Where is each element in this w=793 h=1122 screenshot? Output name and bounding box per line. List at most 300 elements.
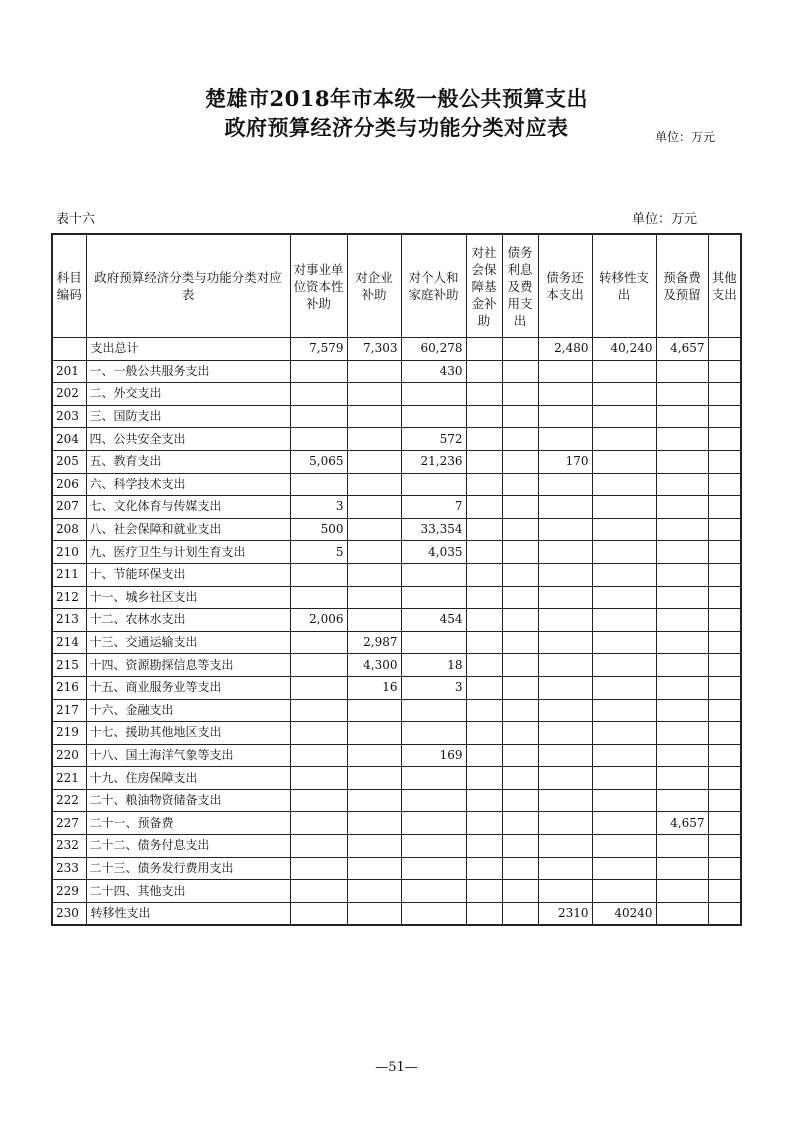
cell-category-name: 十八、国土海洋气象等支出 bbox=[86, 744, 290, 767]
cell-value bbox=[502, 338, 538, 361]
cell-value bbox=[401, 812, 466, 835]
cell-value bbox=[502, 496, 538, 519]
cell-value bbox=[502, 360, 538, 383]
cell-code: 201 bbox=[52, 360, 86, 383]
table-row bbox=[52, 812, 741, 835]
cell-code: 214 bbox=[52, 631, 86, 654]
cell-value bbox=[656, 360, 708, 383]
table-row bbox=[52, 450, 741, 473]
cell-value bbox=[538, 586, 592, 609]
cell-code: 230 bbox=[52, 902, 86, 925]
cell-value bbox=[502, 812, 538, 835]
cell-value bbox=[708, 880, 741, 903]
cell-value: 40240 bbox=[592, 902, 656, 925]
cell-value bbox=[347, 857, 401, 880]
table-row bbox=[52, 609, 741, 632]
cell-value bbox=[290, 586, 347, 609]
cell-value bbox=[538, 473, 592, 496]
cell-value bbox=[290, 767, 347, 790]
cell-code: 217 bbox=[52, 699, 86, 722]
cell-value bbox=[502, 473, 538, 496]
header-enterprise-subsidy: 对企业补助 bbox=[347, 234, 401, 338]
table-row bbox=[52, 699, 741, 722]
header-row bbox=[52, 234, 741, 338]
cell-value: 4,657 bbox=[656, 812, 708, 835]
cell-value bbox=[466, 450, 502, 473]
cell-value bbox=[502, 902, 538, 925]
cell-value bbox=[466, 496, 502, 519]
unit-label-table: 单位：万元 bbox=[632, 212, 698, 227]
cell-value bbox=[656, 767, 708, 790]
table-row bbox=[52, 405, 741, 428]
total-row bbox=[52, 338, 741, 361]
cell-value bbox=[592, 631, 656, 654]
cell-value bbox=[656, 450, 708, 473]
cell-value bbox=[708, 586, 741, 609]
cell-code: 206 bbox=[52, 473, 86, 496]
cell-value bbox=[592, 699, 656, 722]
cell-value bbox=[592, 812, 656, 835]
cell-code: 213 bbox=[52, 609, 86, 632]
document-title-line2: 政府预算经济分类与功能分类对应表 bbox=[224, 115, 569, 140]
table-row bbox=[52, 835, 741, 858]
cell-value bbox=[592, 405, 656, 428]
cell-code: 221 bbox=[52, 767, 86, 790]
cell-value bbox=[502, 767, 538, 790]
cell-value bbox=[466, 518, 502, 541]
cell-value: 500 bbox=[290, 518, 347, 541]
cell-value bbox=[502, 654, 538, 677]
cell-value bbox=[592, 654, 656, 677]
cell-value bbox=[656, 428, 708, 451]
cell-value bbox=[466, 676, 502, 699]
cell-value: 4,035 bbox=[401, 541, 466, 564]
cell-value: 7 bbox=[401, 496, 466, 519]
cell-value bbox=[466, 360, 502, 383]
cell-value bbox=[592, 767, 656, 790]
cell-category-name: 十九、住房保障支出 bbox=[86, 767, 290, 790]
cell-value bbox=[401, 767, 466, 790]
page-number: —51— bbox=[375, 1060, 418, 1075]
cell-value bbox=[401, 586, 466, 609]
header-debt-interest: 债务利息及费用支出 bbox=[502, 234, 538, 338]
cell-value bbox=[656, 857, 708, 880]
cell-value bbox=[538, 541, 592, 564]
cell-value: 2310 bbox=[538, 902, 592, 925]
cell-value bbox=[401, 631, 466, 654]
cell-value bbox=[347, 744, 401, 767]
cell-value bbox=[466, 857, 502, 880]
cell-value bbox=[347, 767, 401, 790]
cell-value bbox=[592, 676, 656, 699]
header-category: 政府预算经济分类与功能分类对应表 bbox=[86, 234, 290, 338]
cell-value bbox=[290, 654, 347, 677]
cell-value bbox=[656, 835, 708, 858]
cell-value bbox=[538, 360, 592, 383]
cell-category-name: 五、教育支出 bbox=[86, 450, 290, 473]
cell-value bbox=[290, 360, 347, 383]
cell-value bbox=[656, 631, 708, 654]
cell-category-name: 二、外交支出 bbox=[86, 383, 290, 406]
cell-category-name: 一、一般公共服务支出 bbox=[86, 360, 290, 383]
cell-value bbox=[538, 835, 592, 858]
cell-value bbox=[538, 880, 592, 903]
cell-value bbox=[592, 880, 656, 903]
cell-value bbox=[502, 857, 538, 880]
cell-value bbox=[502, 631, 538, 654]
cell-value: 2,480 bbox=[538, 338, 592, 361]
cell-value bbox=[347, 699, 401, 722]
cell-category-name: 三、国防支出 bbox=[86, 405, 290, 428]
table-row bbox=[52, 586, 741, 609]
cell-value bbox=[538, 563, 592, 586]
cell-value bbox=[466, 609, 502, 632]
cell-value bbox=[656, 880, 708, 903]
cell-value bbox=[502, 676, 538, 699]
cell-value bbox=[401, 563, 466, 586]
table-row bbox=[52, 496, 741, 519]
cell-value bbox=[708, 676, 741, 699]
cell-value bbox=[466, 789, 502, 812]
cell-value bbox=[656, 586, 708, 609]
cell-value bbox=[656, 744, 708, 767]
cell-value bbox=[290, 744, 347, 767]
cell-value bbox=[656, 473, 708, 496]
cell-value: 3 bbox=[290, 496, 347, 519]
cell-value bbox=[708, 405, 741, 428]
cell-value bbox=[592, 609, 656, 632]
cell-value bbox=[290, 789, 347, 812]
cell-value bbox=[466, 631, 502, 654]
table-row bbox=[52, 631, 741, 654]
cell-category-name: 十一、城乡社区支出 bbox=[86, 586, 290, 609]
cell-value bbox=[401, 473, 466, 496]
table-row bbox=[52, 428, 741, 451]
cell-code: 227 bbox=[52, 812, 86, 835]
header-transfer: 转移性支出 bbox=[592, 234, 656, 338]
cell-value bbox=[466, 902, 502, 925]
table-row bbox=[52, 880, 741, 903]
cell-code: 222 bbox=[52, 789, 86, 812]
cell-value: 2,006 bbox=[290, 609, 347, 632]
cell-value bbox=[538, 631, 592, 654]
cell-category-name: 十七、援助其他地区支出 bbox=[86, 722, 290, 745]
cell-category-name: 十四、资源勘探信息等支出 bbox=[86, 654, 290, 677]
header-social-security-subsidy: 对社会保障基金补助 bbox=[466, 234, 502, 338]
cell-category-name: 八、社会保障和就业支出 bbox=[86, 518, 290, 541]
cell-value bbox=[538, 767, 592, 790]
cell-value bbox=[592, 789, 656, 812]
cell-value: 33,354 bbox=[401, 518, 466, 541]
table-row bbox=[52, 857, 741, 880]
cell-value bbox=[708, 450, 741, 473]
cell-value bbox=[347, 563, 401, 586]
cell-value bbox=[592, 857, 656, 880]
table-body bbox=[52, 338, 741, 926]
cell-value bbox=[466, 405, 502, 428]
cell-value bbox=[466, 428, 502, 451]
cell-value bbox=[401, 857, 466, 880]
cell-value bbox=[347, 609, 401, 632]
cell-value bbox=[290, 405, 347, 428]
cell-value bbox=[502, 450, 538, 473]
cell-value bbox=[347, 902, 401, 925]
cell-value bbox=[290, 880, 347, 903]
cell-value bbox=[466, 563, 502, 586]
cell-value: 7,579 bbox=[290, 338, 347, 361]
cell-code: 203 bbox=[52, 405, 86, 428]
cell-value bbox=[708, 541, 741, 564]
cell-value bbox=[708, 722, 741, 745]
cell-value bbox=[656, 699, 708, 722]
cell-value bbox=[466, 586, 502, 609]
cell-value: 4,657 bbox=[656, 338, 708, 361]
cell-value bbox=[347, 880, 401, 903]
cell-value bbox=[708, 631, 741, 654]
cell-value bbox=[347, 518, 401, 541]
header-household-subsidy: 对个人和家庭补助 bbox=[401, 234, 466, 338]
table-row bbox=[52, 473, 741, 496]
cell-value bbox=[656, 676, 708, 699]
cell-value bbox=[592, 496, 656, 519]
cell-code bbox=[52, 338, 86, 361]
cell-category-name: 十、节能环保支出 bbox=[86, 563, 290, 586]
cell-value bbox=[538, 676, 592, 699]
cell-value bbox=[708, 563, 741, 586]
cell-category-name: 十二、农林水支出 bbox=[86, 609, 290, 632]
cell-value bbox=[538, 383, 592, 406]
cell-value bbox=[401, 880, 466, 903]
cell-value bbox=[502, 586, 538, 609]
cell-value bbox=[347, 473, 401, 496]
cell-value bbox=[538, 744, 592, 767]
table-number-label: 表十六 bbox=[56, 212, 96, 227]
cell-code: 208 bbox=[52, 518, 86, 541]
cell-value: 2,987 bbox=[347, 631, 401, 654]
cell-value: 430 bbox=[401, 360, 466, 383]
cell-code: 212 bbox=[52, 586, 86, 609]
cell-value bbox=[708, 654, 741, 677]
cell-value bbox=[708, 473, 741, 496]
cell-value bbox=[347, 383, 401, 406]
cell-value bbox=[401, 789, 466, 812]
header-debt-principal: 债务还本支出 bbox=[538, 234, 592, 338]
cell-value bbox=[466, 654, 502, 677]
cell-code: 216 bbox=[52, 676, 86, 699]
cell-value bbox=[538, 405, 592, 428]
cell-value bbox=[708, 767, 741, 790]
table-row bbox=[52, 654, 741, 677]
cell-value: 5 bbox=[290, 541, 347, 564]
cell-value bbox=[708, 812, 741, 835]
cell-value bbox=[656, 902, 708, 925]
cell-value bbox=[502, 744, 538, 767]
cell-value bbox=[466, 541, 502, 564]
cell-value bbox=[592, 383, 656, 406]
cell-value: 572 bbox=[401, 428, 466, 451]
cell-value bbox=[538, 496, 592, 519]
cell-code: 219 bbox=[52, 722, 86, 745]
cell-value bbox=[347, 586, 401, 609]
cell-category-name: 二十三、债务发行费用支出 bbox=[86, 857, 290, 880]
table-row bbox=[52, 383, 741, 406]
cell-value bbox=[592, 835, 656, 858]
cell-category-name: 二十四、其他支出 bbox=[86, 880, 290, 903]
cell-value: 454 bbox=[401, 609, 466, 632]
cell-value bbox=[347, 450, 401, 473]
cell-category-name: 支出总计 bbox=[86, 338, 290, 361]
cell-value: 4,300 bbox=[347, 654, 401, 677]
cell-category-name: 四、公共安全支出 bbox=[86, 428, 290, 451]
cell-value bbox=[502, 699, 538, 722]
cell-value bbox=[708, 857, 741, 880]
cell-value bbox=[347, 812, 401, 835]
cell-category-name: 二十一、预备费 bbox=[86, 812, 290, 835]
cell-value bbox=[708, 428, 741, 451]
cell-value bbox=[708, 902, 741, 925]
cell-value bbox=[502, 518, 538, 541]
cell-value bbox=[290, 631, 347, 654]
cell-category-name: 二十、粮油物资储备支出 bbox=[86, 789, 290, 812]
cell-value bbox=[592, 541, 656, 564]
cell-value bbox=[502, 609, 538, 632]
cell-code: 202 bbox=[52, 383, 86, 406]
cell-value bbox=[466, 767, 502, 790]
cell-value bbox=[592, 450, 656, 473]
cell-code: 232 bbox=[52, 835, 86, 858]
cell-category-name: 十五、商业服务业等支出 bbox=[86, 676, 290, 699]
cell-value bbox=[290, 812, 347, 835]
cell-code: 220 bbox=[52, 744, 86, 767]
cell-value bbox=[466, 812, 502, 835]
cell-value: 7,303 bbox=[347, 338, 401, 361]
cell-value bbox=[656, 518, 708, 541]
table-row bbox=[52, 789, 741, 812]
cell-value bbox=[708, 609, 741, 632]
cell-value bbox=[592, 586, 656, 609]
cell-value bbox=[401, 699, 466, 722]
cell-value bbox=[290, 699, 347, 722]
cell-value bbox=[538, 812, 592, 835]
cell-value bbox=[538, 609, 592, 632]
cell-value bbox=[466, 338, 502, 361]
cell-value bbox=[290, 902, 347, 925]
cell-value: 60,278 bbox=[401, 338, 466, 361]
header-code: 科目编码 bbox=[52, 234, 86, 338]
cell-category-name: 十三、交通运输支出 bbox=[86, 631, 290, 654]
cell-code: 233 bbox=[52, 857, 86, 880]
table-row bbox=[52, 902, 741, 925]
cell-code: 204 bbox=[52, 428, 86, 451]
table-row bbox=[52, 676, 741, 699]
cell-value bbox=[502, 383, 538, 406]
table-row bbox=[52, 722, 741, 745]
table-row bbox=[52, 360, 741, 383]
cell-value bbox=[401, 383, 466, 406]
unit-label-top: 单位：万元 bbox=[655, 130, 716, 144]
cell-value bbox=[656, 563, 708, 586]
cell-value bbox=[290, 857, 347, 880]
cell-value bbox=[347, 541, 401, 564]
cell-value bbox=[538, 654, 592, 677]
cell-value bbox=[538, 428, 592, 451]
cell-value bbox=[502, 880, 538, 903]
cell-code: 205 bbox=[52, 450, 86, 473]
cell-value bbox=[290, 473, 347, 496]
cell-value bbox=[290, 383, 347, 406]
table-row bbox=[52, 563, 741, 586]
cell-value bbox=[592, 360, 656, 383]
cell-value bbox=[347, 722, 401, 745]
table-row bbox=[52, 744, 741, 767]
table-row bbox=[52, 767, 741, 790]
cell-category-name: 转移性支出 bbox=[86, 902, 290, 925]
cell-value bbox=[290, 676, 347, 699]
cell-value bbox=[656, 789, 708, 812]
cell-category-name: 六、科学技术支出 bbox=[86, 473, 290, 496]
cell-value bbox=[466, 835, 502, 858]
cell-value: 5,065 bbox=[290, 450, 347, 473]
cell-value bbox=[401, 902, 466, 925]
cell-value bbox=[466, 383, 502, 406]
table-row bbox=[52, 541, 741, 564]
cell-value bbox=[347, 428, 401, 451]
header-reserve: 预备费及预留 bbox=[656, 234, 708, 338]
header-capital-subsidy: 对事业单位资本性补助 bbox=[290, 234, 347, 338]
cell-value bbox=[401, 405, 466, 428]
cell-value bbox=[656, 405, 708, 428]
cell-code: 229 bbox=[52, 880, 86, 903]
cell-code: 207 bbox=[52, 496, 86, 519]
cell-value bbox=[401, 835, 466, 858]
cell-value bbox=[347, 496, 401, 519]
cell-code: 210 bbox=[52, 541, 86, 564]
cell-value bbox=[502, 405, 538, 428]
cell-value: 21,236 bbox=[401, 450, 466, 473]
cell-category-name: 十六、金融支出 bbox=[86, 699, 290, 722]
cell-value bbox=[592, 518, 656, 541]
cell-value bbox=[466, 744, 502, 767]
cell-value bbox=[708, 699, 741, 722]
cell-category-name: 二十二、债务付息支出 bbox=[86, 835, 290, 858]
cell-value bbox=[708, 338, 741, 361]
header-other: 其他支出 bbox=[708, 234, 741, 338]
cell-value: 170 bbox=[538, 450, 592, 473]
cell-value bbox=[347, 405, 401, 428]
cell-value bbox=[466, 699, 502, 722]
cell-value bbox=[538, 699, 592, 722]
cell-value bbox=[656, 722, 708, 745]
cell-value bbox=[290, 835, 347, 858]
cell-value: 18 bbox=[401, 654, 466, 677]
cell-value bbox=[347, 360, 401, 383]
cell-value bbox=[592, 473, 656, 496]
cell-value bbox=[290, 428, 347, 451]
cell-value bbox=[592, 744, 656, 767]
cell-value bbox=[502, 563, 538, 586]
cell-value bbox=[656, 609, 708, 632]
cell-value bbox=[538, 722, 592, 745]
cell-value bbox=[708, 789, 741, 812]
cell-value: 169 bbox=[401, 744, 466, 767]
cell-value bbox=[538, 857, 592, 880]
table-row bbox=[52, 518, 741, 541]
document-title-line1: 楚雄市2018年市本级一般公共预算支出 bbox=[205, 86, 588, 111]
cell-value bbox=[466, 880, 502, 903]
cell-value bbox=[656, 496, 708, 519]
cell-value bbox=[708, 835, 741, 858]
cell-value: 40,240 bbox=[592, 338, 656, 361]
